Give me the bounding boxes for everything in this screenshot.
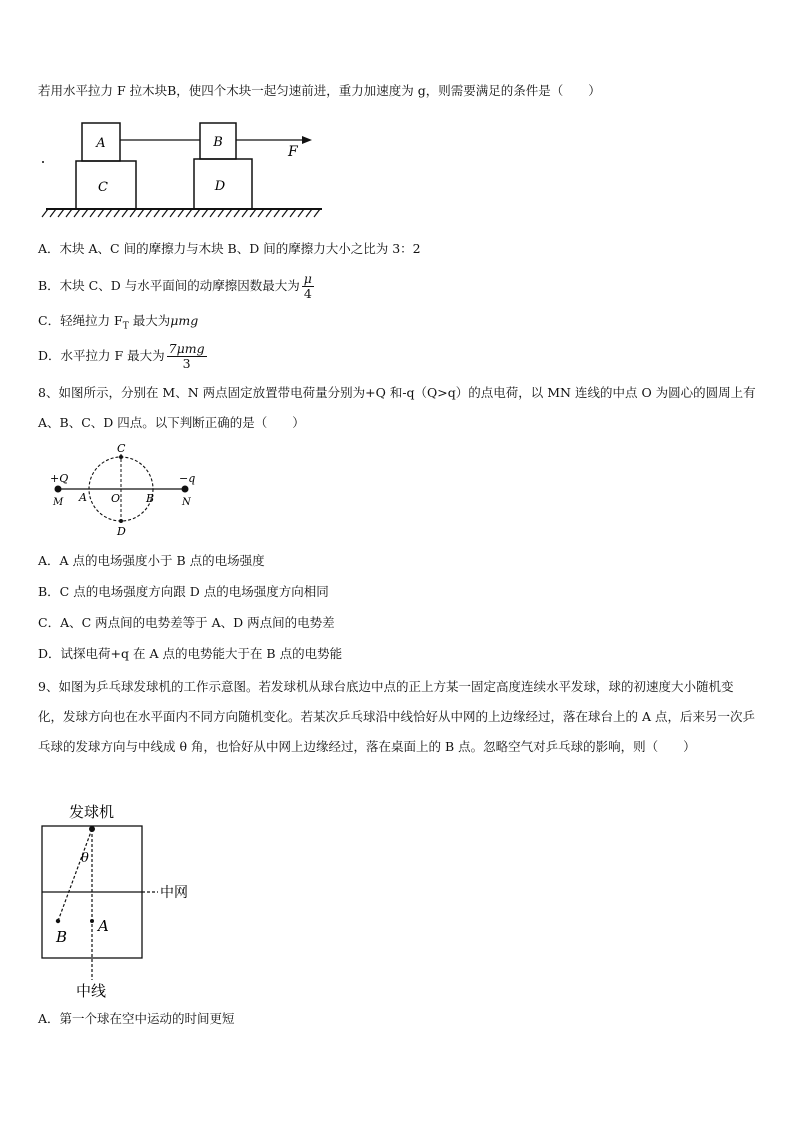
point-d	[119, 519, 123, 523]
label-n: N	[182, 497, 191, 508]
q7-option-c-text: C．轻绳拉力 F	[38, 313, 123, 328]
q7-option-d-numerator: 7μmg	[168, 341, 205, 356]
q8-option-c: C．A、C 两点间的电势差等于 A、D 两点间的电势差	[38, 615, 335, 630]
label-net: 中网	[160, 885, 188, 901]
q7-option-d-fraction	[167, 342, 207, 371]
label-center-line: 中线	[76, 982, 107, 1000]
ground-hatch-mark	[74, 209, 80, 217]
label-a: A	[98, 917, 109, 935]
ground-hatch-mark	[154, 209, 160, 217]
q9-stem: 9、如图为乒乓球发球机的工作示意图。若发球机从球台底边中点的正上方某一固定高度连续水平发球，球的初速度大小随机变化，发球方向也在水平面内不同方向随机变化。若某次乒乓球沿中线恰好从中网的上边缘经过，落在球台上的 A 点，后来另一次乒乓球的发球方向与中线成 θ 角，也恰好从中网上边缘经过，落在桌面上的 B 点。忽略空气对乒乓球的影响，则（ ）	[38, 679, 755, 754]
label-block-a: A	[96, 136, 106, 151]
q9-table-figure	[36, 800, 206, 1000]
q9-option-a: A．第一个球在空中运动的时间更短	[38, 1011, 235, 1026]
q7-option-b-numerator: μ	[303, 271, 312, 286]
q7-blocks-figure	[40, 118, 330, 222]
ground-hatch-mark	[170, 209, 176, 217]
ground-hatch-mark	[282, 209, 288, 217]
ground-hatch-mark	[146, 209, 152, 217]
ground-hatch-mark	[218, 209, 224, 217]
label-minus-q: −q	[179, 472, 196, 485]
point-c	[119, 455, 123, 459]
ground-hatch	[42, 209, 320, 217]
ground-hatch-mark	[90, 209, 96, 217]
label-a: A	[79, 491, 87, 504]
q7-option-a: A．木块 A、C 间的摩擦力与木块 B、D 间的摩擦力大小之比为 3：2	[38, 241, 421, 256]
label-block-d: D	[214, 179, 226, 194]
point-a-dot	[90, 919, 94, 923]
machine-dot	[89, 826, 95, 832]
label-b: B	[56, 928, 68, 946]
label-theta: θ	[81, 851, 89, 866]
ground-hatch-mark	[298, 209, 304, 217]
force-arrowhead	[302, 136, 312, 144]
label-machine: 发球机	[69, 803, 115, 821]
ground-hatch-mark	[42, 209, 48, 217]
label-force-f: F	[288, 144, 298, 160]
label-block-b: B	[213, 135, 223, 150]
point-n	[182, 486, 189, 493]
ground-hatch-mark	[130, 209, 136, 217]
ground-hatch-mark	[122, 209, 128, 217]
point-m	[55, 486, 62, 493]
q8-option-b: B．C 点的电场强度方向跟 D 点的电场强度方向相同	[38, 584, 329, 599]
q7-option-c-expr: μmg	[170, 313, 199, 328]
ground-hatch-mark	[306, 209, 312, 217]
ground-hatch-mark	[66, 209, 72, 217]
ground-hatch-mark	[50, 209, 56, 217]
ground-hatch-mark	[194, 209, 200, 217]
ground-hatch-mark	[242, 209, 248, 217]
point-b-dot	[56, 919, 60, 923]
ground-hatch-mark	[186, 209, 192, 217]
ground-hatch-mark	[82, 209, 88, 217]
q7-option-c-mid: 最大为	[128, 313, 171, 328]
q7-option-c-subscript: T	[122, 321, 129, 332]
ground-hatch-mark	[250, 209, 256, 217]
q7-option-b-fraction	[302, 272, 314, 301]
ground-hatch-mark	[226, 209, 232, 217]
q8-option-a: A．A 点的电场强度小于 B 点的电场强度	[38, 553, 265, 568]
ground-hatch-mark	[162, 209, 168, 217]
q8-option-d: D．试探电荷+q 在 A 点的电势能大于在 B 点的电势能	[38, 646, 343, 661]
q8-stem: 8、如图所示，分别在 M、N 两点固定放置带电荷量分别为+Q 和-q（Q>q）的点电荷，以 MN 连线的中点 O 为圆心的圆周上有 A、B、C、D 四点。以下判断正确的是（ ）	[38, 385, 756, 430]
ground-hatch-mark	[314, 209, 320, 217]
label-plus-q: +Q	[50, 472, 69, 485]
ground-hatch-mark	[266, 209, 272, 217]
label-block-c: C	[98, 180, 108, 195]
label-d: D	[117, 525, 126, 538]
trajectory-b-line	[58, 829, 92, 921]
ground-hatch-mark	[290, 209, 296, 217]
q7-option-b-text: B．木块 C、D 与水平面间的动摩擦因数最大为	[38, 278, 300, 293]
q7-stem: 若用水平拉力 F 拉木块B，使四个木块一起匀速前进，重力加速度为 g，则需要满足的条件是（ ）	[38, 83, 601, 98]
ground-hatch-mark	[210, 209, 216, 217]
label-o: O	[111, 492, 121, 505]
q7-option-b	[38, 270, 314, 302]
ground-hatch-mark	[234, 209, 240, 217]
ground-hatch-mark	[274, 209, 280, 217]
label-m: M	[53, 497, 64, 508]
q7-option-d-text: D．水平拉力 F 最大为	[38, 348, 165, 363]
ground-hatch-mark	[114, 209, 120, 217]
ground-hatch-mark	[138, 209, 144, 217]
stray-dot	[42, 161, 44, 163]
ground-hatch-mark	[58, 209, 64, 217]
ground-hatch-mark	[106, 209, 112, 217]
q7-option-c	[38, 313, 198, 335]
label-c: C	[117, 442, 126, 455]
q8-charges-figure	[40, 436, 210, 542]
ground-hatch-mark	[258, 209, 264, 217]
ground-hatch-mark	[202, 209, 208, 217]
ground-hatch-mark	[98, 209, 104, 217]
ground-hatch-mark	[178, 209, 184, 217]
q7-option-d-denominator: 3	[182, 356, 191, 371]
q7-option-d	[38, 340, 207, 372]
label-b: B	[146, 492, 155, 505]
q7-option-b-denominator: 4	[303, 286, 312, 301]
